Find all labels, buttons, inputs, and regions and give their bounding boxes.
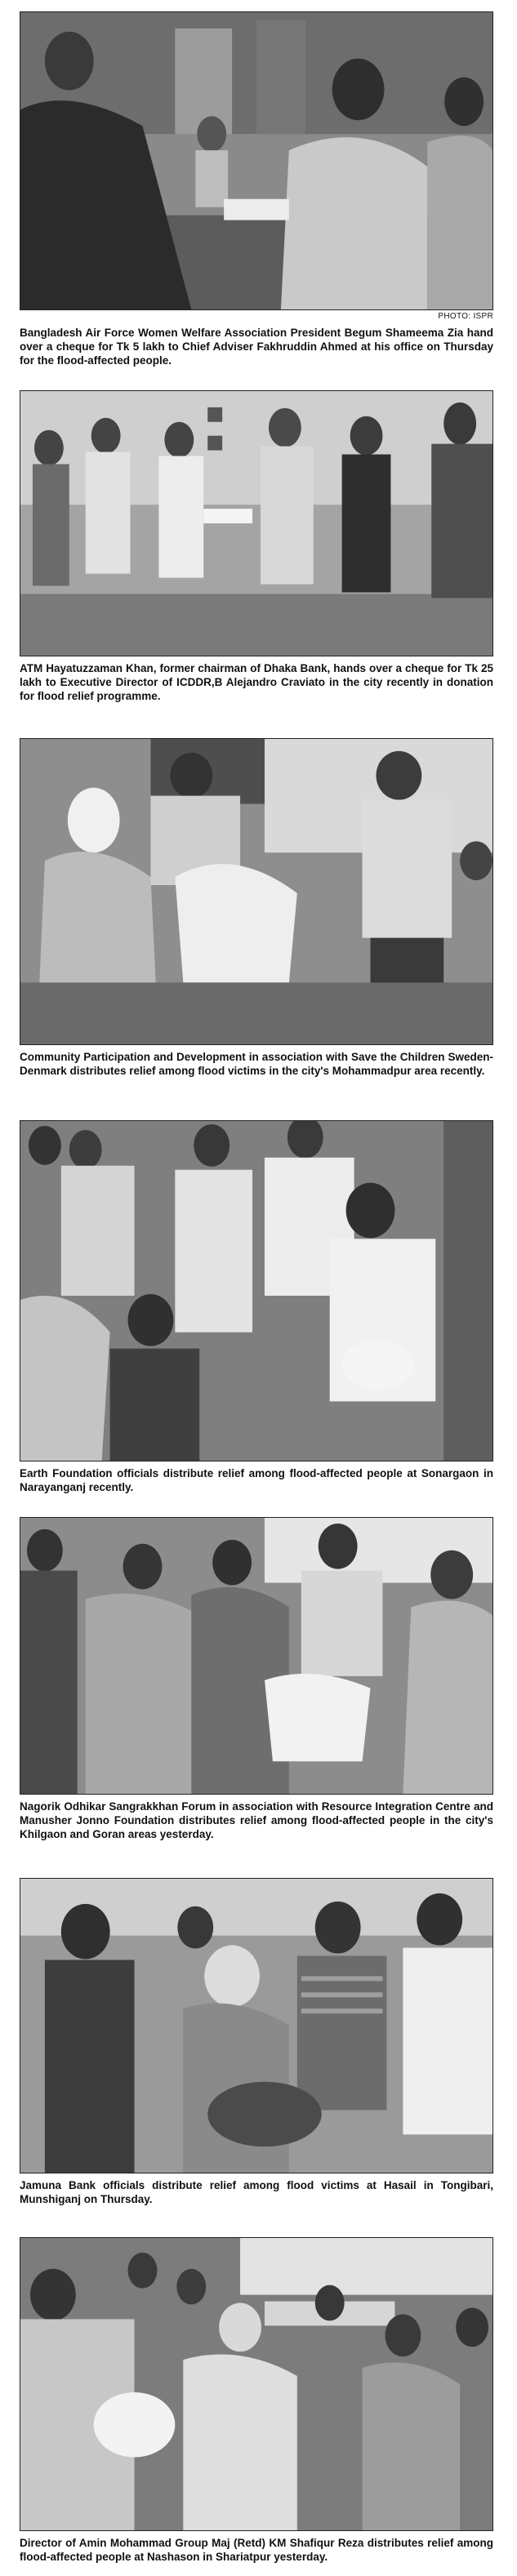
news-item-5	[20, 1517, 493, 1841]
photo-cheque-handover-dhaka-bank	[20, 390, 493, 656]
photo-caption: Bangladesh Air Force Women Welfare Association President Begum Shameema Zia hand over a cheque for Tk 5 lakh to Chief Adviser Fakhruddin Ahmed at his office on Thursday for the flood-affected people.	[20, 327, 493, 367]
news-item-6	[20, 1878, 493, 2206]
photo-caption: Community Participation and Development in association with Save the Children Sweden-Denmark distributes relief among flood victims in the city's Mohammadpur area recently.	[20, 1051, 493, 1077]
photo-relief-mohammadpur	[20, 738, 493, 1045]
photo-caption: Jamuna Bank officials distribute relief among flood victims at Hasail in Tongibari, Munshiganj on Thursday.	[20, 2179, 493, 2205]
news-item-7	[20, 2237, 493, 2564]
photo-cheque-handover-baf	[20, 11, 493, 310]
news-item-2	[20, 390, 493, 703]
news-item-1	[20, 11, 493, 367]
photo-relief-shariatpur	[20, 2237, 493, 2531]
photo-caption: ATM Hayatuzzaman Khan, former chairman of Dhaka Bank, hands over a cheque for Tk 25 lakh to Executive Director of ICDDR,B Alejandro Craviato in the city recently in donation for flood relief programme.	[20, 662, 493, 702]
photo-caption: Earth Foundation officials distribute relief among flood-affected people at Sonargaon in Narayanganj recently.	[20, 1467, 493, 1493]
photo-relief-tongibari	[20, 1878, 493, 2173]
photo-credit: PHOTO: ISPR	[438, 312, 493, 321]
photo-relief-khilgaon	[20, 1517, 493, 1795]
news-item-4	[20, 1120, 493, 1494]
photo-caption: Director of Amin Mohammad Group Maj (Retd) KM Shafiqur Reza distributes relief among flood-affected people at Nashason in Shariatpur yesterday.	[20, 2537, 493, 2563]
news-item-3	[20, 738, 493, 1078]
photo-caption: Nagorik Odhikar Sangrakkhan Forum in association with Resource Integration Centre and Manusher Jonno Foundation distributes relief among flood-affected people in the city's Khilgaon and Goran areas yesterday.	[20, 1800, 493, 1840]
photo-relief-sonargaon	[20, 1120, 493, 1462]
